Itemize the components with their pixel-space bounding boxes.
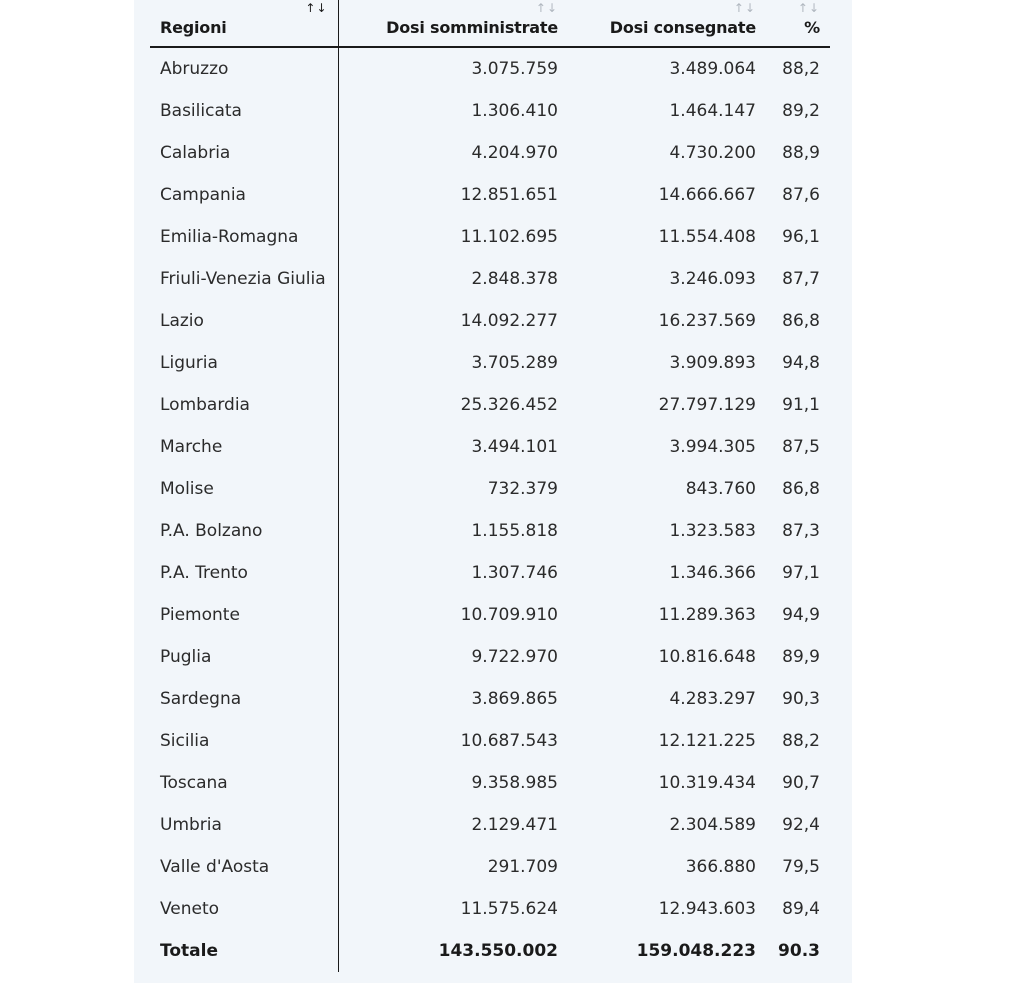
table-row bbox=[150, 594, 830, 636]
administered-cell: 12.851.651 bbox=[460, 185, 558, 205]
percent-cell: 89,4 bbox=[782, 899, 820, 919]
region-cell: Umbria bbox=[150, 804, 338, 846]
percent-cell: 88,2 bbox=[782, 731, 820, 751]
delivered-cell: 12.943.603 bbox=[658, 899, 756, 919]
total-delivered: 159.048.223 bbox=[636, 941, 756, 961]
table-row bbox=[150, 426, 830, 468]
region-cell: P.A. Trento bbox=[150, 552, 338, 594]
sort-arrows-icon[interactable]: ↑↓ bbox=[535, 1, 558, 15]
delivered-cell: 2.304.589 bbox=[669, 815, 756, 835]
sort-arrows-icon[interactable]: ↑↓ bbox=[733, 1, 756, 15]
delivered-cell: 3.246.093 bbox=[669, 269, 756, 289]
column-header-regions[interactable] bbox=[150, 0, 338, 47]
administered-cell: 1.155.818 bbox=[471, 521, 558, 541]
table-row bbox=[150, 804, 830, 846]
region-cell: Friuli-Venezia Giulia bbox=[150, 258, 338, 300]
region-cell: Veneto bbox=[150, 888, 338, 930]
percent-cell: 87,3 bbox=[782, 521, 820, 541]
administered-cell: 2.129.471 bbox=[471, 815, 558, 835]
percent-cell: 92,4 bbox=[782, 815, 820, 835]
table-row bbox=[150, 342, 830, 384]
region-cell: Basilicata bbox=[150, 90, 338, 132]
administered-cell: 732.379 bbox=[487, 479, 558, 499]
percent-cell: 89,2 bbox=[782, 101, 820, 121]
table-row bbox=[150, 678, 830, 720]
column-header-dosi-consegnate[interactable] bbox=[568, 0, 766, 47]
delivered-cell: 3.909.893 bbox=[669, 353, 756, 373]
region-cell: Molise bbox=[150, 468, 338, 510]
delivered-cell: 3.489.064 bbox=[669, 59, 756, 79]
percent-cell: 89,9 bbox=[782, 647, 820, 667]
table-row bbox=[150, 552, 830, 594]
percent-cell: 91,1 bbox=[782, 395, 820, 415]
delivered-cell: 10.816.648 bbox=[658, 647, 756, 667]
region-cell: Puglia bbox=[150, 636, 338, 678]
table-row bbox=[150, 384, 830, 426]
administered-cell: 2.848.378 bbox=[471, 269, 558, 289]
region-cell: Lombardia bbox=[150, 384, 338, 426]
administered-cell: 1.306.410 bbox=[471, 101, 558, 121]
region-cell: Calabria bbox=[150, 132, 338, 174]
region-cell: Marche bbox=[150, 426, 338, 468]
delivered-cell: 1.464.147 bbox=[669, 101, 756, 121]
vaccine-doses-table bbox=[150, 0, 830, 972]
region-cell: Lazio bbox=[150, 300, 338, 342]
delivered-cell: 10.319.434 bbox=[658, 773, 756, 793]
total-label: Totale bbox=[150, 930, 338, 972]
region-cell: Sardegna bbox=[150, 678, 338, 720]
table-total-row bbox=[150, 930, 830, 972]
region-cell: P.A. Bolzano bbox=[150, 510, 338, 552]
percent-cell: 94,8 bbox=[782, 353, 820, 373]
percent-cell: 86,8 bbox=[782, 479, 820, 499]
delivered-cell: 1.346.366 bbox=[669, 563, 756, 583]
administered-cell: 3.075.759 bbox=[471, 59, 558, 79]
percent-cell: 88,2 bbox=[782, 59, 820, 79]
table-header-row bbox=[150, 0, 830, 47]
table-body bbox=[150, 47, 830, 930]
administered-cell: 10.687.543 bbox=[460, 731, 558, 751]
administered-cell: 10.709.910 bbox=[460, 605, 558, 625]
region-cell: Toscana bbox=[150, 762, 338, 804]
region-cell: Emilia-Romagna bbox=[150, 216, 338, 258]
administered-cell: 1.307.746 bbox=[471, 563, 558, 583]
table-row bbox=[150, 216, 830, 258]
total-administered: 143.550.002 bbox=[438, 941, 558, 961]
region-cell: Abruzzo bbox=[150, 47, 338, 90]
table-row bbox=[150, 888, 830, 930]
sort-arrows-icon[interactable]: ↑↓ bbox=[305, 1, 328, 15]
percent-cell: 79,5 bbox=[782, 857, 820, 877]
region-cell: Sicilia bbox=[150, 720, 338, 762]
administered-cell: 11.575.624 bbox=[460, 899, 558, 919]
administered-cell: 9.722.970 bbox=[471, 647, 558, 667]
percent-cell: 97,1 bbox=[782, 563, 820, 583]
table-row bbox=[150, 510, 830, 552]
percent-cell: 87,7 bbox=[782, 269, 820, 289]
delivered-cell: 4.730.200 bbox=[669, 143, 756, 163]
column-header-label: Dosi somministrate bbox=[386, 18, 558, 37]
administered-cell: 14.092.277 bbox=[460, 311, 558, 331]
delivered-cell: 14.666.667 bbox=[658, 185, 756, 205]
percent-cell: 90,7 bbox=[782, 773, 820, 793]
table-row bbox=[150, 47, 830, 90]
sort-arrows-icon[interactable]: ↑↓ bbox=[797, 1, 820, 15]
total-percent: 90.3 bbox=[778, 941, 820, 961]
table-row bbox=[150, 132, 830, 174]
administered-cell: 25.326.452 bbox=[460, 395, 558, 415]
region-cell: Piemonte bbox=[150, 594, 338, 636]
administered-cell: 9.358.985 bbox=[471, 773, 558, 793]
percent-cell: 90,3 bbox=[782, 689, 820, 709]
administered-cell: 3.494.101 bbox=[471, 437, 558, 457]
table-row bbox=[150, 90, 830, 132]
administered-cell: 3.705.289 bbox=[471, 353, 558, 373]
table-row bbox=[150, 636, 830, 678]
delivered-cell: 27.797.129 bbox=[658, 395, 756, 415]
table-row bbox=[150, 258, 830, 300]
table-row bbox=[150, 846, 830, 888]
administered-cell: 291.709 bbox=[487, 857, 558, 877]
table-row bbox=[150, 720, 830, 762]
administered-cell: 4.204.970 bbox=[471, 143, 558, 163]
administered-cell: 11.102.695 bbox=[460, 227, 558, 247]
delivered-cell: 843.760 bbox=[685, 479, 756, 499]
column-header-percent[interactable] bbox=[766, 0, 830, 47]
percent-cell: 86,8 bbox=[782, 311, 820, 331]
table-row bbox=[150, 300, 830, 342]
table-row bbox=[150, 468, 830, 510]
region-cell: Valle d'Aosta bbox=[150, 846, 338, 888]
column-header-label: Dosi consegnate bbox=[609, 18, 756, 37]
percent-cell: 94,9 bbox=[782, 605, 820, 625]
region-cell: Campania bbox=[150, 174, 338, 216]
column-header-dosi-somministrate[interactable] bbox=[338, 0, 568, 47]
table-row bbox=[150, 174, 830, 216]
region-cell: Liguria bbox=[150, 342, 338, 384]
delivered-cell: 1.323.583 bbox=[669, 521, 756, 541]
delivered-cell: 11.554.408 bbox=[658, 227, 756, 247]
table-row bbox=[150, 762, 830, 804]
delivered-cell: 366.880 bbox=[685, 857, 756, 877]
percent-cell: 87,6 bbox=[782, 185, 820, 205]
percent-cell: 88,9 bbox=[782, 143, 820, 163]
delivered-cell: 11.289.363 bbox=[658, 605, 756, 625]
administered-cell: 3.869.865 bbox=[471, 689, 558, 709]
delivered-cell: 12.121.225 bbox=[658, 731, 756, 751]
percent-cell: 96,1 bbox=[782, 227, 820, 247]
delivered-cell: 16.237.569 bbox=[658, 311, 756, 331]
column-header-label: Regioni bbox=[160, 18, 227, 37]
percent-cell: 87,5 bbox=[782, 437, 820, 457]
delivered-cell: 3.994.305 bbox=[669, 437, 756, 457]
delivered-cell: 4.283.297 bbox=[669, 689, 756, 709]
column-header-label: % bbox=[804, 18, 820, 37]
